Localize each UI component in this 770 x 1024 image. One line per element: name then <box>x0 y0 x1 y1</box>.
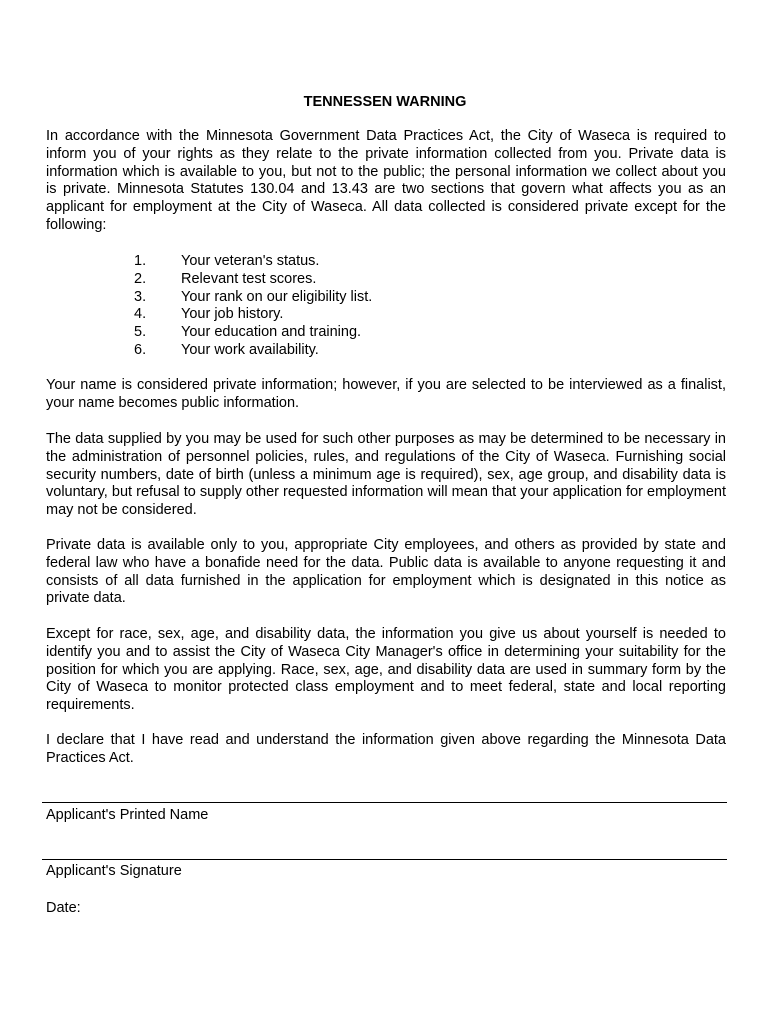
list-item <box>0 253 770 271</box>
signature-line[interactable] <box>42 859 727 860</box>
list-item-number: 5. <box>134 324 147 341</box>
signature-label: Applicant's Signature <box>46 863 182 879</box>
list-item-number: 6. <box>134 341 147 358</box>
public-data-list <box>0 253 770 360</box>
date-label: Date: <box>46 900 81 916</box>
list-item <box>0 306 770 324</box>
list-item-text: Your rank on our eligibility list. <box>181 288 373 305</box>
purpose-paragraph: Except for race, sex, age, and disability data, the information you give us about yourself is needed to identify you and to assist the City of Waseca City Manager's office in determining your suitability for the position for which you are applying. Race, sex, age, and disability data are used in summary form by the City of Waseca to monitor protected class employment and to meet federal, state and local reporting requirements. <box>46 626 726 714</box>
list-item-number: 3. <box>134 288 147 305</box>
declaration-paragraph: I declare that I have read and understand the information given above regarding the Minnesota Data Practices Act. <box>46 732 726 766</box>
list-item-number: 2. <box>134 270 147 287</box>
list-item <box>0 342 770 360</box>
list-item-number: 1. <box>134 253 147 269</box>
list-item <box>0 271 770 289</box>
page-title: TENNESSEN WARNING <box>303 94 467 110</box>
printed-name-label: Applicant's Printed Name <box>46 807 209 823</box>
list-item-text: Your education and training. <box>181 324 362 341</box>
list-item-text: Your job history. <box>181 306 284 323</box>
list-item-text: Your work availability. <box>181 341 319 358</box>
list-item <box>0 289 770 307</box>
name-privacy-paragraph: Your name is considered private information; however, if you are selected to be interviewed as a finalist, your name becomes public information. <box>46 377 726 411</box>
list-item-text: Your veteran's status. <box>181 253 320 269</box>
private-access-paragraph: Private data is available only to you, appropriate City employees, and others as provided by state and federal law who have a bonafide need for the data. Public data is available to anyone requesting it and consists of all data furnished in the application for employment which is designated in this notice as private data. <box>46 537 726 607</box>
list-item-text: Relevant test scores. <box>181 270 317 287</box>
list-item-number: 4. <box>134 306 147 323</box>
data-use-paragraph: The data supplied by you may be used for such other purposes as may be determined to be necessary in the administration of personnel policies, rules, and regulations of the City of Waseca. Furnishing social security numbers, date of birth (unless a minimum age is required), sex, age group, and disability data is voluntary, but refusal to supply other requested information will mean that your application for employment may not be considered. <box>46 431 726 519</box>
intro-paragraph: In accordance with the Minnesota Government Data Practices Act, the City of Waseca is required to inform you of your rights as they relate to the private information collected from you. Private data is information which is available to you, but not to the public; the personal information we collect about you is private. Minnesota Statutes 130.04 and 13.43 are two sections that govern what affects you as an applicant for employment at the City of Waseca. All data collected is considered private except for the following: <box>46 128 726 233</box>
list-item <box>0 324 770 342</box>
printed-name-line[interactable] <box>42 802 727 803</box>
